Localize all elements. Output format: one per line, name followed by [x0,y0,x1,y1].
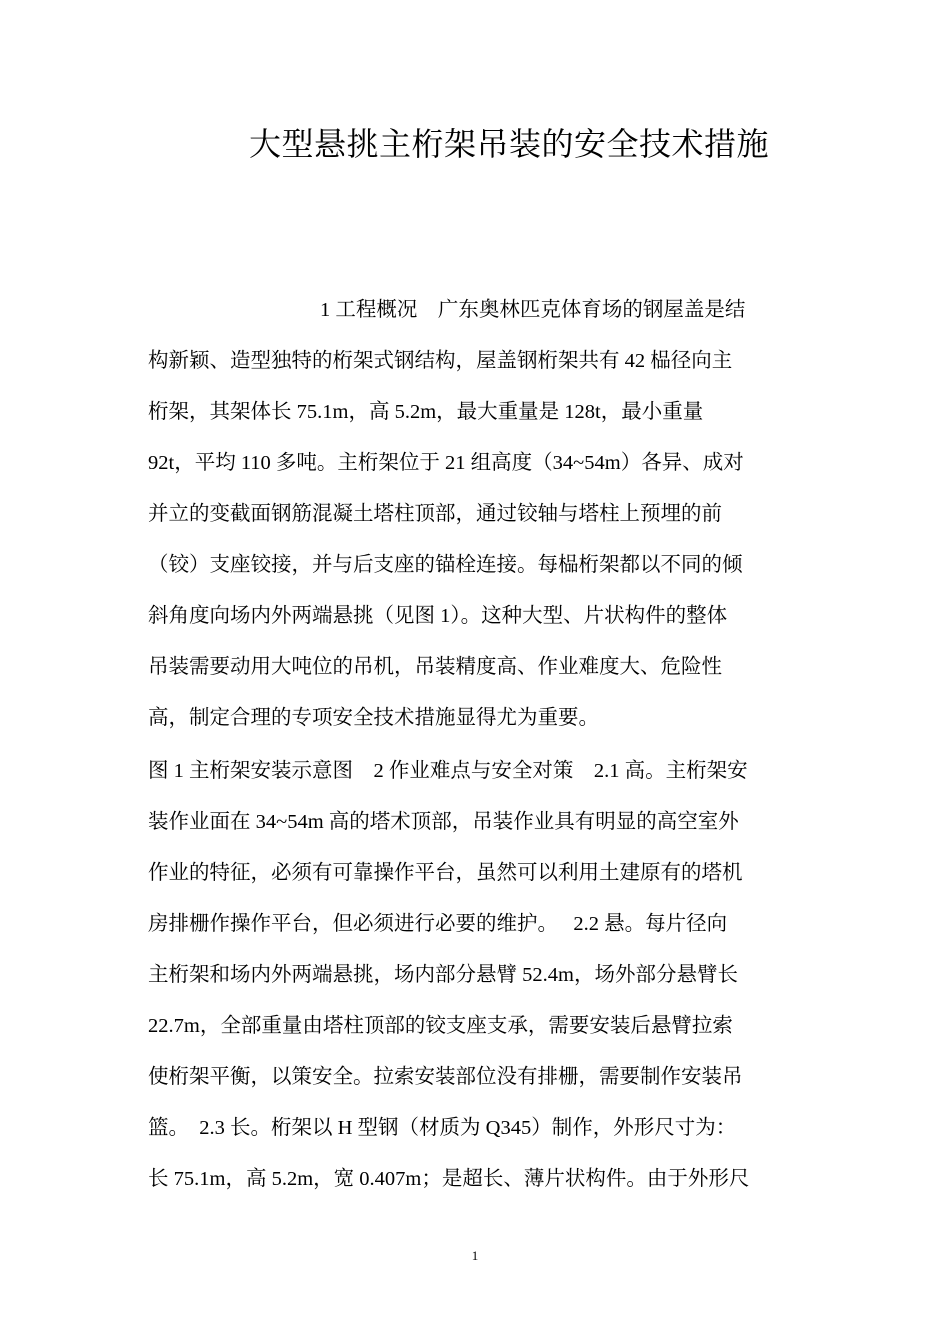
body-line: 图 1 主桁架安装示意图 2 作业难点与安全对策 2.1 高。主桁架安 [148,760,748,782]
body-line: 篮。 2.3 长。桁架以 H 型钢（材质为 Q345）制作，外形尺寸为： [148,1117,737,1139]
page-number: 1 [471,1248,479,1263]
body-line: 使桁架平衡，以策安全。拉索安装部位没有排栅，需要制作安装吊 [148,1066,743,1088]
body-line: 构新颖、造型独特的桁架式钢结构，屋盖钢桁架共有 42 榀径向主 [148,350,733,372]
body-line: 92t，平均 110 多吨。主桁架位于 21 组高度（34~54m）各异、成对 [148,452,744,474]
body-line: （铰）支座铰接，并与后支座的锚栓连接。每榀桁架都以不同的倾 [148,554,743,576]
document-title: 大型悬挑主桁架吊装的安全技术措施 [248,125,769,163]
body-line: 房排栅作操作平台，但必须进行必要的维护。 2.2 悬。每片径向 [148,913,728,935]
body-line: 22.7m，全部重量由塔柱顶部的铰支座支承，需要安装后悬臂拉索 [148,1015,733,1037]
body-line: 作业的特征，必须有可靠操作平台，虽然可以利用土建原有的塔机 [148,862,743,884]
body-line: 吊装需要动用大吨位的吊机，吊装精度高、作业难度大、危险性 [148,656,722,678]
body-line: 斜角度向场内外两端悬挑（见图 1）。这种大型、片状构件的整体 [148,605,728,627]
body-line: 长 75.1m，高 5.2m，宽 0.407m；是超长、薄片状构件。由于外形尺 [148,1168,750,1190]
body-line: 装作业面在 34~54m 高的塔术顶部，吊装作业具有明显的高空室外 [148,811,739,833]
body-line: 主桁架和场内外两端悬挑，场内部分悬臂 52.4m，场外部分悬臂长 [148,964,738,986]
body-line: 并立的变截面钢筋混凝土塔柱顶部，通过铰轴与塔柱上预埋的前 [148,503,722,525]
body-line: 桁架，其架体长 75.1m，高 5.2m，最大重量是 128t，最小重量 [148,401,704,423]
body-line: 1 工程概况 广东奥林匹克体育场的钢屋盖是结 [320,299,746,321]
body-line: 高，制定合理的专项安全技术措施显得尤为重要。 [148,707,599,729]
